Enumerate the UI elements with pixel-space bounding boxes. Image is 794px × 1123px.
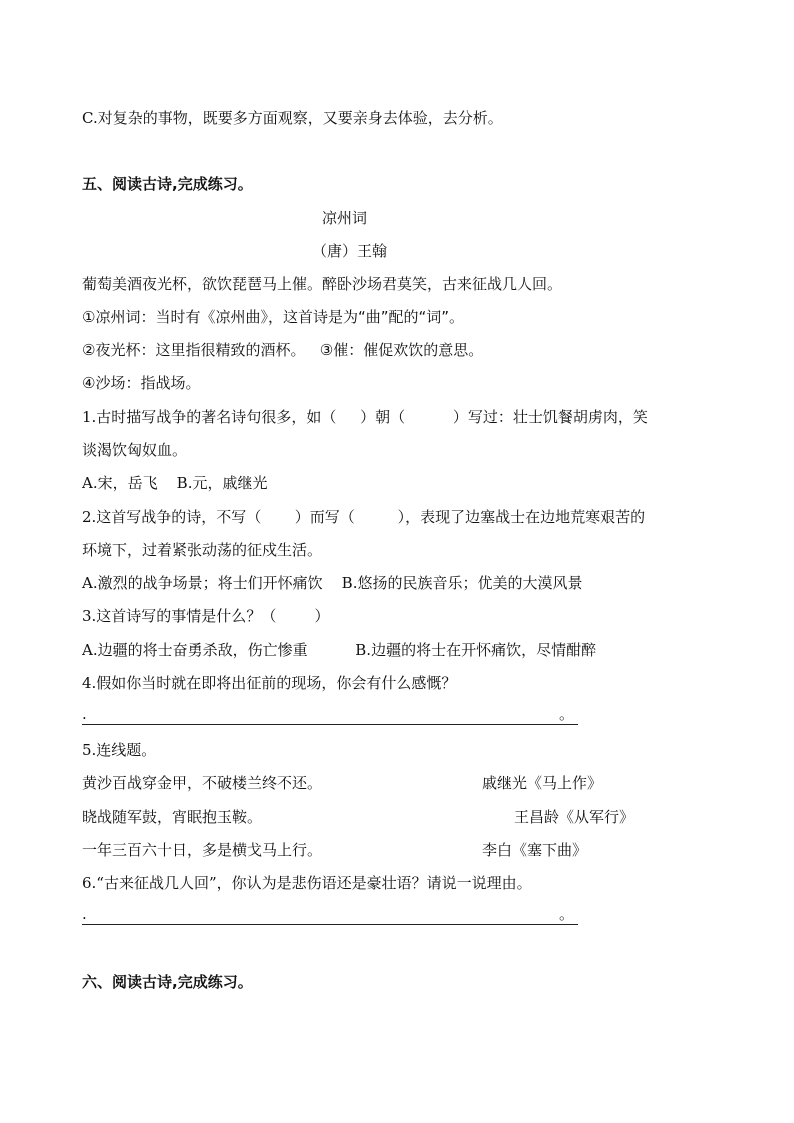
question-1-line-1: 1.古时描写战争的著名诗句很多，如（ ）朝（ ）写过：壮士饥餐胡虏肉，笑: [82, 408, 648, 426]
note-1: ①凉州词：当时有《凉州曲》，这首诗是为“曲”配的“词”。: [82, 308, 465, 326]
question-2-options: A.激烈的战争场景；将士们开怀痛饮 B.悠扬的民族音乐；优美的大漠风景: [82, 574, 583, 592]
answer-line-end-mark: 。: [558, 905, 574, 923]
match-poet-2: 王昌龄《从军行》: [514, 808, 635, 826]
match-line-2: 晓战随军鼓，宵眠抱玉鞍。: [82, 808, 263, 826]
poem-author: （唐）王翰: [312, 242, 388, 260]
match-poet-1: 戚继光《马上作》: [482, 774, 603, 792]
match-poet-3: 李白《塞下曲》: [482, 841, 588, 859]
question-4: 4.假如你当时就在即将出征前的现场，你会有什么感慨？: [82, 674, 457, 692]
question-5: 5.连线题。: [82, 741, 157, 759]
note-4: ④沙场：指战场。: [82, 374, 201, 392]
question-2-line-1: 2.这首写战争的诗，不写（ ）而写（ ），表现了边塞战士在边地荒寒艰苦的: [82, 508, 646, 526]
option-c-line: C.对复杂的事物，既要多方面观察，又要亲身去体验，去分析。: [82, 109, 503, 127]
answer-line-start-mark: .: [82, 705, 87, 723]
question-1-options: A.宋，岳飞 B.元，戚继光: [82, 474, 268, 492]
question-2-line-2: 环境下，过着紧张动荡的征戍生活。: [82, 541, 323, 559]
match-line-3: 一年三百六十日，多是横戈马上行。: [82, 841, 323, 859]
section-5-heading: 五、阅读古诗,完成练习。: [82, 175, 253, 193]
poem-title: 凉州词: [322, 209, 368, 227]
question-6: 6.“古来征战几人回”，你认为是悲伤语还是豪壮语？请说一说理由。: [82, 874, 532, 892]
answer-line-end-mark: 。: [558, 705, 574, 723]
section-6-heading: 六、阅读古诗,完成练习。: [82, 973, 253, 991]
question-3: 3.这首诗写的事情是什么？（ ）: [82, 607, 330, 625]
answer-line-start-mark: .: [82, 905, 87, 923]
match-line-1: 黄沙百战穿金甲，不破楼兰终不还。: [82, 774, 323, 792]
question-3-options: A.边疆的将士奋勇杀敌，伤亡惨重 B.边疆的将士在开怀痛饮，尽情酣醉: [82, 641, 597, 659]
question-1-line-2: 谈渴饮匈奴血。: [82, 441, 188, 459]
answer-line-q6[interactable]: [82, 904, 578, 925]
answer-line-q4[interactable]: [82, 704, 578, 725]
poem-text: 葡萄美酒夜光杯，欲饮琵琶马上催。醉卧沙场君莫笑，古来征战几人回。: [82, 275, 563, 293]
note-2-3: ②夜光杯：这里指很精致的酒杯。 ③催：催促欢饮的意思。: [82, 341, 484, 359]
